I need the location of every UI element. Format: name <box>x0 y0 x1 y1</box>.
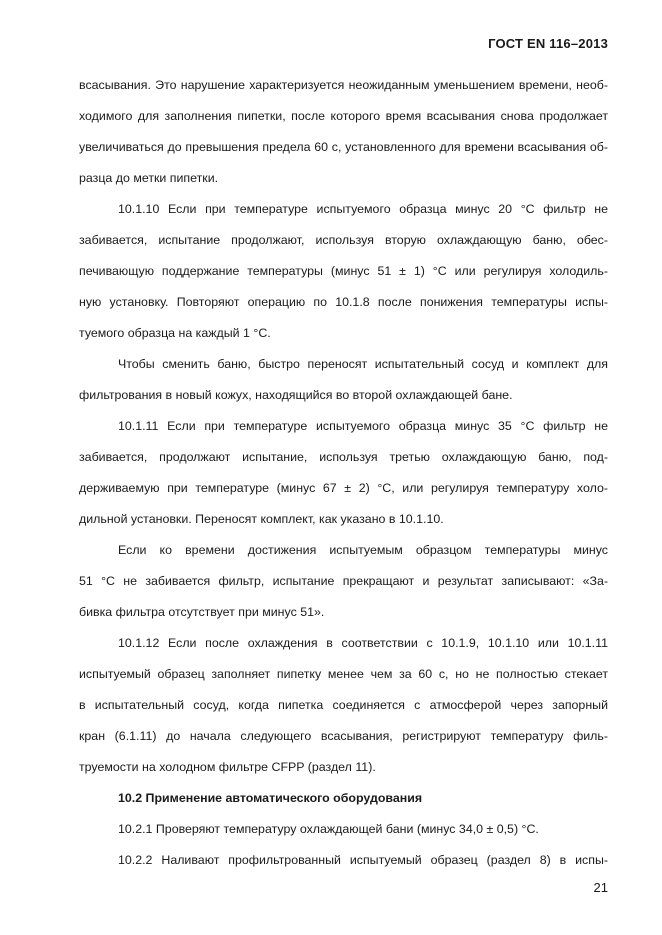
section-heading-10-2: 10.2 Применение автоматического оборудования <box>118 791 423 805</box>
text-line: увеличиваться до превышения предела 60 с, установленного для времени всасывания об- <box>79 140 608 154</box>
standard-designation: ГОСТ EN 116–2013 <box>488 36 608 51</box>
text-line: бивка фильтра отсутствует при минус 51». <box>79 605 325 619</box>
clause-10-2-2: 10.2.2 Наливают профильтрованный испытуемый образец (раздел 8) в испы- <box>118 853 608 867</box>
text-line: ходимого для заполнения пипетки, после которого время всасывания снова продолжает <box>79 109 608 123</box>
page-number: 21 <box>593 880 608 895</box>
text-line: испытуемый образец заполняет пипетку менее чем за 60 с, но не полностью стекает <box>79 667 608 681</box>
text-line: труемости на холодном фильтре CFPP (раздел 11). <box>79 760 376 774</box>
text-line: дильной установки. Переносят комплект, как указано в 10.1.10. <box>79 512 444 526</box>
text-line: туемого образца на каждый 1 °С. <box>79 326 271 340</box>
text-line: забивается, продолжают испытание, используя третью охлаждающую баню, под- <box>79 450 608 464</box>
text-line: 51 °С не забивается фильтр, испытание прекращают и результат записывают: «За- <box>79 574 608 588</box>
paragraph-bath-change: Чтобы сменить баню, быстро переносят испытательный сосуд и комплект для <box>118 357 608 371</box>
text-line: печивающую поддержание температуры (минус 51 ± 1) °С или регулируя холодиль- <box>79 264 608 278</box>
clause-10-1-11: 10.1.11 Если при температуре испытуемого образца минус 35 °С фильтр не <box>118 419 608 433</box>
text-line: всасывания. Это нарушение характеризуется неожиданным уменьшением времени, необ- <box>79 78 608 92</box>
clause-10-1-10: 10.1.10 Если при температуре испытуемого образца минус 20 °С фильтр не <box>118 202 608 216</box>
text-line: кран (6.1.11) до начала следующего всасывания, регистрируют температуру филь- <box>79 729 608 743</box>
text-line: забивается, испытание продолжают, используя вторую охлаждающую баню, обес- <box>79 233 608 247</box>
text-line: фильтрования в новый кожух, находящийся во второй охлаждающей бане. <box>79 388 513 402</box>
body-text <box>79 70 608 876</box>
text-line: в испытательный сосуд, когда пипетка соединяется с атмосферой через запорный <box>79 698 608 712</box>
paragraph-minus-51: Если ко времени достижения испытуемым образцом температуры минус <box>118 543 608 557</box>
text-line: держиваемую при температуре (минус 67 ± 2) °С, или регулируя температуру холо- <box>79 481 608 495</box>
clause-10-2-1: 10.2.1 Проверяют температуру охлаждающей бани (минус 34,0 ± 0,5) °С. <box>118 822 539 836</box>
clause-10-1-12: 10.1.12 Если после охлаждения в соответствии с 10.1.9, 10.1.10 или 10.1.11 <box>118 636 608 650</box>
text-line: ную установку. Повторяют операцию по 10.1.8 после понижения температуры испы- <box>79 295 608 309</box>
text-line: разца до метки пипетки. <box>79 171 219 185</box>
